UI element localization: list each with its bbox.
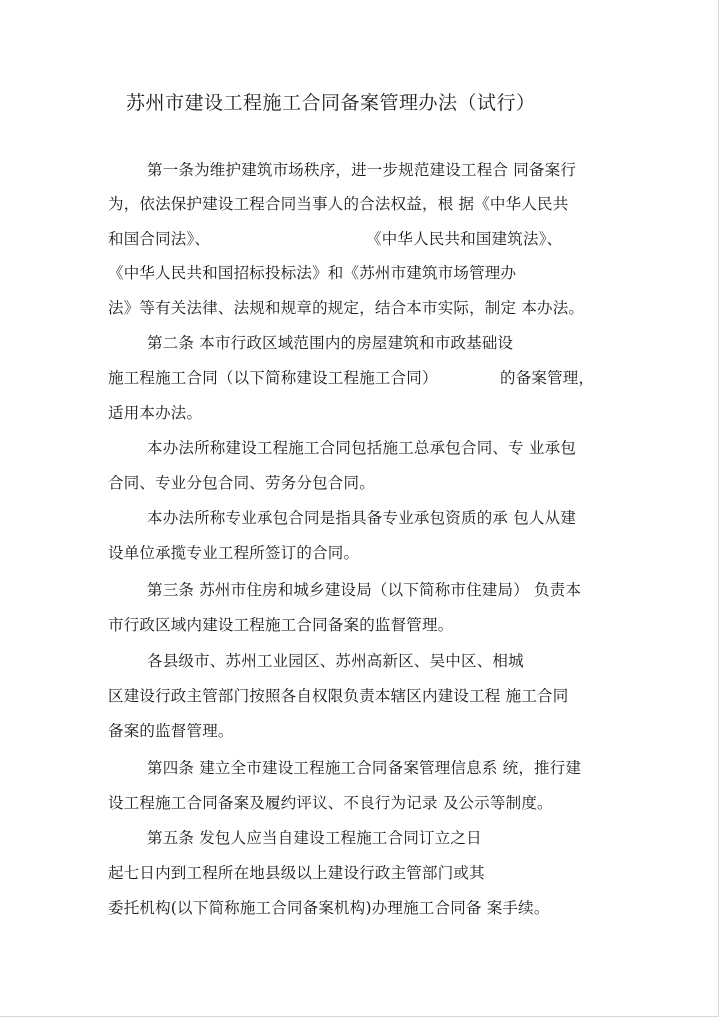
text-line: 合同、专业分包合同、劳务分包合同。 [108, 474, 375, 492]
text-line: 区建设行政主管部门按照各自权限负责本辖区内建设工程 施工合同 [108, 687, 569, 705]
text-line: 各县级市、苏州工业园区、苏州高新区、吴中区、相城 [147, 652, 524, 670]
text-line: 第一条为维护建筑市场秩序，进一步规范建设工程合 同备案行 [147, 161, 577, 179]
text-line: 和国合同法》、 [108, 230, 211, 248]
text-line: 为，依法保护建设工程合同当事人的合法权益，根 据《中华人民共 [108, 195, 569, 213]
text-line: 适用本办法。 [108, 404, 203, 422]
text-line: 第四条 建立全市建设工程施工合同备案管理信息系 统，推行建 [147, 759, 582, 777]
document-title: 苏州市建设工程施工合同备案管理办法（试行） [126, 92, 536, 114]
text-line: 的备案管理， [500, 369, 595, 387]
text-line: 设单位承揽专业工程所签订的合同。 [108, 544, 360, 562]
text-line: 法》等有关法律、法规和规章的规定，结合本市实际，制定 本办法。 [108, 299, 585, 317]
text-line: 备案的监督管理。 [108, 722, 234, 740]
text-line: 《中华人民共和国招标投标法》和《苏州市建筑市场管理办 [108, 264, 517, 282]
text-line: 第二条 本市行政区域范围内的房屋建筑和市政基础设 [147, 334, 514, 352]
text-line: 《中华人民共和国建筑法》、 [366, 230, 563, 248]
text-line: 本办法所称专业承包合同是指具备专业承包资质的承 包人从建 [147, 509, 577, 527]
text-line: 市行政区域内建设工程施工合同备案的监督管理。 [108, 616, 454, 634]
text-line: 第三条 苏州市住房和城乡建设局（以下简称市住建局） 负责本 [147, 581, 582, 599]
text-line: 设工程施工合同备案及履约评议、不良行为记录 及公示等制度。 [108, 794, 553, 812]
text-line: 第五条 发包人应当自建设工程施工合同订立之日 [147, 829, 482, 847]
text-line: 起七日内到工程所在地县级以上建设行政主管部门或其 [108, 864, 485, 882]
text-line: 委托机构(以下简称施工合同备案机构)办理施工合同备 案手续。 [108, 899, 550, 917]
text-line: 本办法所称建设工程施工合同包括施工总承包合同、专 业承包 [147, 439, 577, 457]
text-line: 施工程施工合同（以下简称建设工程施工合同） [108, 369, 438, 387]
